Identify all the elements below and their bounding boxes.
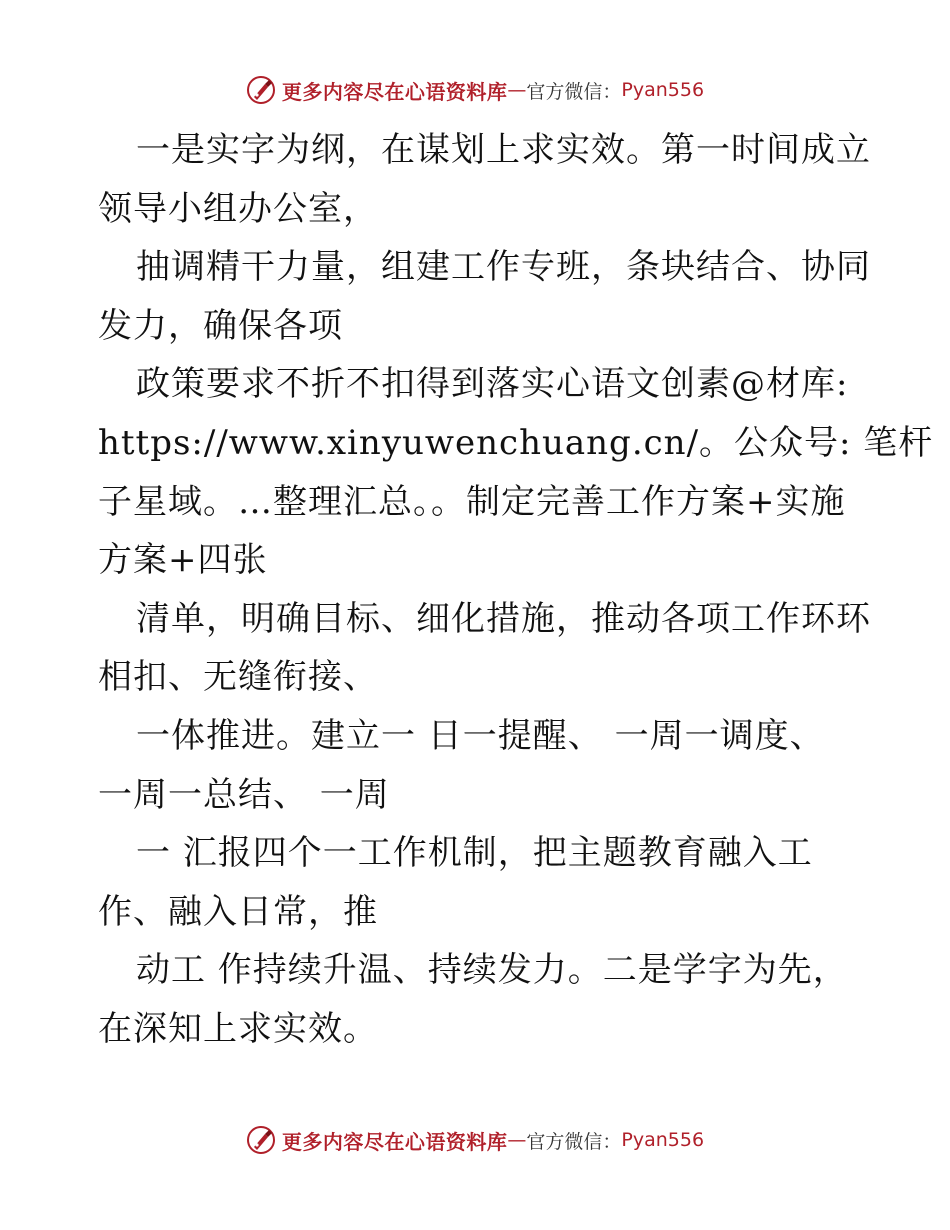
text-line-11: 一体推进。建立一 日一提醒、 一周一调度、 <box>136 715 825 756</box>
text-line-16: 在深知上求实效。 <box>98 1008 378 1049</box>
header-wechat-label: 官方微信： <box>526 80 622 103</box>
text-line-3: 抽调精干力量，组建工作专班，条块结合、协同 <box>136 247 871 288</box>
text-line-7: 子星域。…整理汇总。。制定完善工作方案+实施 <box>98 481 846 522</box>
footer-banner <box>0 1123 950 1157</box>
text-line-9: 清单，明确目标、细化措施，推动各项工作环环 <box>136 598 871 639</box>
text-line-13: 一 汇报四个一工作机制，把主题教育融入工 <box>136 833 813 874</box>
text-line-15: 动工 作持续升温、持续发力。二是学字为先， <box>136 950 848 991</box>
header-brand-text: 更多内容尽在心语资料库 <box>281 79 508 104</box>
text-line-5: 政策要求不折不扣得到落实心语文创素@材库: <box>136 364 849 405</box>
document-body <box>98 121 934 1059</box>
footer-wechat-handle: Pyan556 <box>621 1129 705 1151</box>
text-line-14: 作、融入日常，推 <box>98 891 378 932</box>
text-line-10: 相扣、无缝衔接、 <box>98 657 378 698</box>
text-line-1: 一是实字为纲，在谋划上求实效。第一时间成立 <box>136 130 871 170</box>
footer-separator: — <box>507 1129 527 1151</box>
text-line-6: https://www.xinyuwenchuang.cn/。公众号: 笔杆 <box>98 422 934 463</box>
footer-brand-text: 更多内容尽在心语资料库 <box>281 1129 508 1154</box>
pen-nib-logo-icon <box>246 1125 276 1155</box>
header-separator: — <box>507 79 527 101</box>
text-line-8: 方案+四张 <box>98 540 268 581</box>
text-line-4: 发力，确保各项 <box>98 305 343 346</box>
header-banner <box>0 73 950 107</box>
header-wechat-handle: Pyan556 <box>621 79 705 101</box>
pen-nib-logo-icon <box>246 75 276 105</box>
footer-wechat-label: 官方微信： <box>526 1130 622 1153</box>
text-line-12: 一周一总结、 一周 <box>98 774 390 815</box>
text-line-2: 领导小组办公室， <box>98 188 378 229</box>
